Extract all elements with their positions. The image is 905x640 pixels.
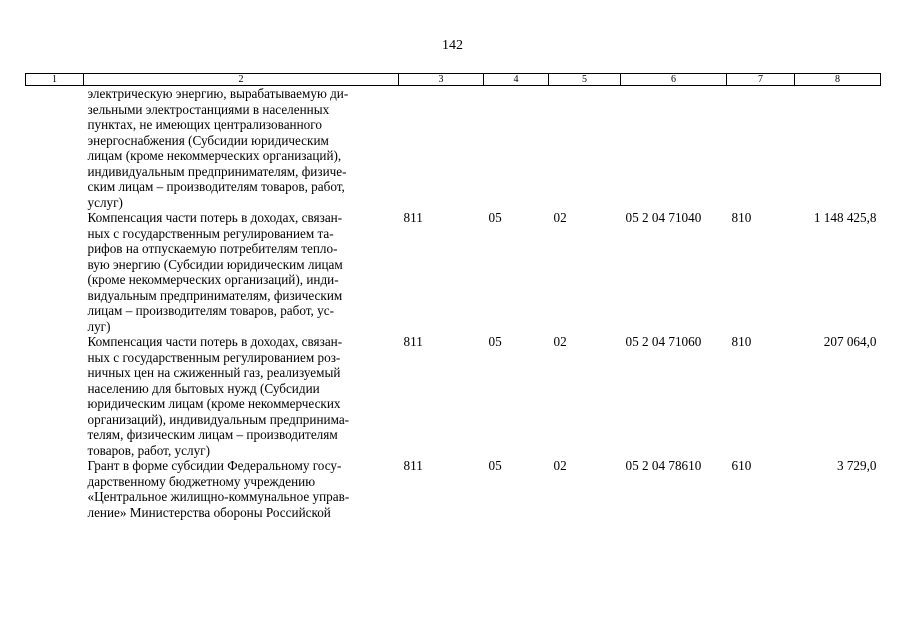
expense-name-line: услуг) [87, 194, 123, 210]
section-code-cell: 05 [488, 210, 502, 225]
expense-name-line: юридическим лицам (кроме некоммерческих [87, 396, 341, 411]
table-row [26, 86, 881, 211]
ministry-code-cell: 811 [403, 458, 423, 473]
amount-cell: 207 064,0 [823, 334, 877, 349]
column-header-5: 5 [549, 74, 621, 86]
expense-name-line: ским лицам – производителям товаров, работ, [87, 179, 345, 194]
expense-name-line: организаций), индивидуальным предпринима- [87, 411, 350, 427]
expense-name-line: населению для бытовых нужд (Субсидии [87, 380, 320, 396]
section-code-cell: 05 [488, 458, 502, 473]
table-row [26, 458, 881, 520]
expense-name-line: ных с государственным регулированием та- [87, 225, 334, 241]
target-code-cell: 05 2 04 71060 [625, 334, 702, 349]
expense-type-cell: 810 [731, 334, 752, 349]
expense-name-line: ничных цен на сжиженный газ, реализуемый [87, 365, 341, 380]
column-header-3: 3 [399, 74, 484, 86]
amount-cell [795, 86, 881, 211]
expense-name-line: лицам – производителям товаров, работ, ус- [87, 303, 334, 318]
expense-name-cell [84, 86, 399, 211]
column-number-header-row [26, 74, 881, 86]
column-header-1: 1 [26, 74, 84, 86]
column-header-8: 8 [795, 74, 881, 86]
row-number-cell [26, 334, 84, 458]
ministry-code-cell: 811 [403, 334, 423, 349]
target-code-cell: 05 2 04 78610 [625, 458, 702, 473]
subsection-code-cell: 02 [553, 334, 567, 349]
expense-name-line: товаров, работ, услуг) [87, 442, 210, 458]
expense-name-cell [84, 210, 399, 334]
expense-name-line: Компенсация части потерь в доходах, связан- [87, 210, 343, 225]
amount-cell: 1 148 425,8 [813, 210, 877, 225]
expense-name-line: луг) [87, 318, 111, 334]
budget-table [25, 73, 881, 520]
expense-name-line: зельными электростанциями в населенных [87, 101, 330, 117]
row-number-cell [26, 86, 84, 211]
expense-name-line: Грант в форме субсидии Федеральному госу- [87, 458, 342, 473]
expense-name-line: видуальным предпринимателям, физическим [87, 287, 343, 303]
expense-name-line: ление» Министерства обороны Российской [87, 504, 331, 520]
expense-name-line: «Центральное жилищно-коммунальное управ- [87, 489, 350, 504]
column-header-4: 4 [484, 74, 549, 86]
expense-name-line: ных с государственным регулированием роз- [87, 349, 341, 365]
subsection-code-cell: 02 [553, 210, 567, 225]
target-code-cell [621, 86, 727, 211]
column-header-7: 7 [727, 74, 795, 86]
ministry-code-cell [399, 86, 484, 211]
expense-name-line: телям, физическим лицам – производителям [87, 427, 338, 442]
expense-type-cell: 610 [731, 458, 752, 473]
subsection-code-cell: 02 [553, 458, 567, 473]
section-code-cell [484, 86, 549, 211]
expense-name-cell [84, 334, 399, 458]
expense-name-line: рифов на отпускаемую потребителям тепло- [87, 241, 338, 256]
expense-name-line: индивидуальным предпринимателям, физиче- [87, 163, 347, 179]
table-row [26, 334, 881, 458]
expense-name-line: Компенсация части потерь в доходах, связан- [87, 334, 343, 349]
section-code-cell: 05 [488, 334, 502, 349]
expense-name-line: вую энергию (Субсидии юридическим лицам [87, 256, 343, 272]
expense-name-line: пунктах, не имеющих централизованного [87, 117, 322, 132]
expense-name-line: лицам (кроме некоммерческих организаций), [87, 148, 342, 163]
amount-cell: 3 729,0 [836, 458, 877, 473]
column-header-6: 6 [621, 74, 727, 86]
row-number-cell [26, 210, 84, 334]
expense-name-line: дарственному бюджетному учреждению [87, 473, 316, 489]
expense-type-cell [727, 86, 795, 211]
page-number: 142 [442, 38, 463, 53]
expense-type-cell: 810 [731, 210, 752, 225]
subsection-code-cell [549, 86, 621, 211]
row-number-cell [26, 458, 84, 520]
column-header-2: 2 [84, 74, 399, 86]
table-row [26, 210, 881, 334]
expense-name-line: электрическую энергию, вырабатываемую ди- [87, 86, 349, 101]
expense-name-cell [84, 458, 399, 520]
expense-name-line: энергоснабжения (Субсидии юридическим [87, 132, 329, 148]
expense-name-line: (кроме некоммерческих организаций), инди- [87, 272, 339, 287]
ministry-code-cell: 811 [403, 210, 423, 225]
target-code-cell: 05 2 04 71040 [625, 210, 702, 225]
